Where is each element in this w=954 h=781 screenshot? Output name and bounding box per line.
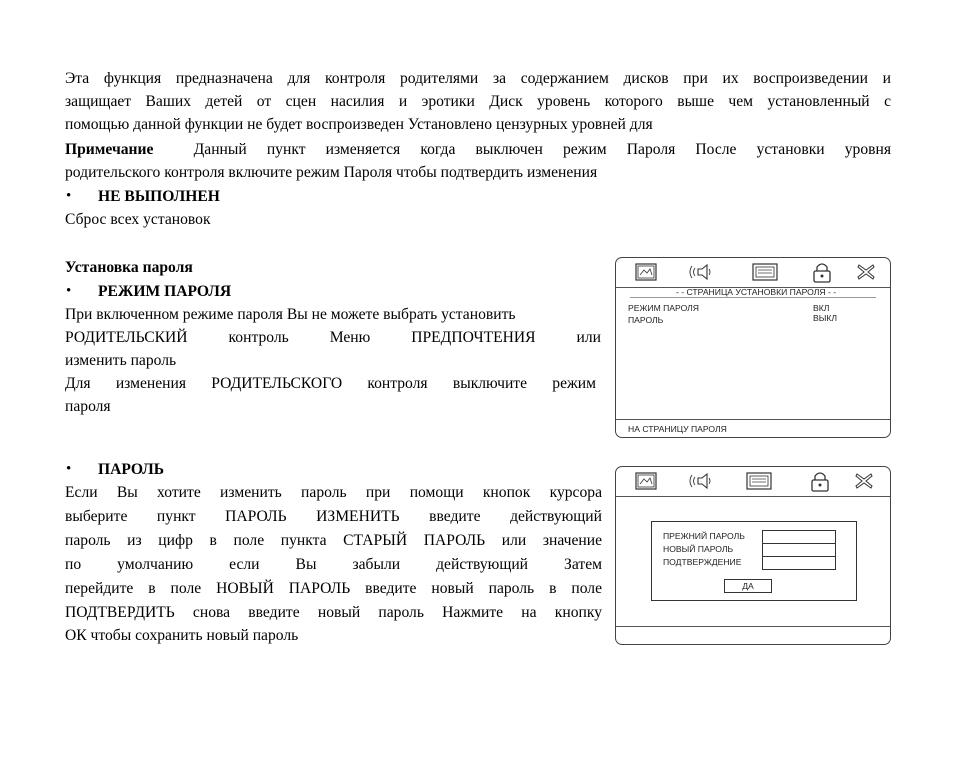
note-line xyxy=(65,138,891,161)
osd-menu-value-off[interactable]: ВЫКЛ xyxy=(813,313,837,323)
osd-menu-item-password[interactable]: ПАРОЛЬ xyxy=(628,315,664,325)
osd-menu-value-on[interactable]: ВКЛ xyxy=(813,303,830,313)
video-icon[interactable] xyxy=(746,471,772,491)
body-line: пароля xyxy=(65,398,111,415)
section-title: РЕЖИМ ПАРОЛЯ xyxy=(98,283,232,300)
body-line: изменить пароль xyxy=(65,352,177,369)
body-line: по умолчанию если Вы забыли действующий Затем xyxy=(65,556,602,573)
lock-icon[interactable] xyxy=(808,469,832,493)
video-icon[interactable] xyxy=(752,262,778,282)
intro-line: помощью данной функции не будет воспроизведен Установлено цензурных уровней для xyxy=(65,116,653,133)
body-line: ОК чтобы сохранить новый пароль xyxy=(65,627,299,644)
body-line: выберите пункт ПАРОЛЬ ИЗМЕНИТЬ введите действующий xyxy=(65,508,602,525)
bullet: • xyxy=(66,283,72,299)
section-desc: Сброс всех установок xyxy=(65,211,211,228)
lock-icon[interactable] xyxy=(810,260,834,284)
body-line: Если Вы хотите изменить пароль при помощи кнопок курсора xyxy=(65,484,602,501)
body-line: РОДИТЕЛЬСКИЙ контроль Меню ПРЕДПОЧТЕНИЯ или xyxy=(65,329,601,346)
section-title: НЕ ВЫПОЛНЕН xyxy=(98,188,220,205)
bullet: • xyxy=(66,188,72,204)
divider xyxy=(630,297,876,298)
exit-icon[interactable] xyxy=(854,472,874,490)
picture-settings-icon[interactable] xyxy=(634,262,658,282)
password-dialog xyxy=(651,521,857,601)
new-password-field[interactable] xyxy=(762,543,836,557)
confirm-password-field[interactable] xyxy=(762,556,836,570)
audio-icon[interactable] xyxy=(688,471,714,491)
ok-button[interactable] xyxy=(724,579,772,593)
body-line: перейдите в поле НОВЫЙ ПАРОЛЬ введите новый пароль в поле xyxy=(65,580,602,597)
picture-settings-icon[interactable] xyxy=(634,471,658,491)
body-line: Для изменения РОДИТЕЛЬСКОГО контроля выключите режим xyxy=(65,375,596,392)
osd-footer: НА СТРАНИЦУ ПАРОЛЯ xyxy=(628,424,727,434)
divider xyxy=(616,419,890,420)
bullet: • xyxy=(66,461,72,477)
note-text: Данный пункт изменяется когда выключен режим Пароля После установки уровня xyxy=(193,141,892,158)
body-line: пароль из цифр в поле пункта СТАРЫЙ ПАРОЛЬ или значение xyxy=(65,532,602,549)
divider xyxy=(616,626,890,627)
exit-icon[interactable] xyxy=(856,263,876,281)
osd-screen-password-page xyxy=(615,257,891,438)
new-password-label: НОВЫЙ ПАРОЛЬ xyxy=(663,544,734,554)
section-heading: Установка пароля xyxy=(65,259,193,276)
body-line: ПОДТВЕРДИТЬ снова введите новый пароль Нажмите на кнопку xyxy=(65,604,602,621)
old-password-label: ПРЕЖНИЙ ПАРОЛЬ xyxy=(663,531,745,541)
divider xyxy=(616,496,890,497)
body-line: При включенном режиме пароля Вы не можете выбрать установить xyxy=(65,306,516,323)
intro-line: защищает Ваших детей от сцен насилия и эротики Диск уровень которого выше чем установленный с xyxy=(65,93,891,110)
note-label: Примечание xyxy=(65,141,154,158)
osd-menu-item-password-mode[interactable]: РЕЖИМ ПАРОЛЯ xyxy=(628,303,700,313)
osd-page-header: - - СТРАНИЦА УСТАНОВКИ ПАРОЛЯ - - xyxy=(676,287,837,297)
ok-button-label: ДА xyxy=(742,581,754,591)
osd-screen-change-password xyxy=(615,466,891,645)
note-line: родительского контроля включите режим Пароля чтобы подтвердить изменения xyxy=(65,164,598,181)
old-password-field[interactable] xyxy=(762,530,836,544)
section-title: ПАРОЛЬ xyxy=(98,461,165,478)
audio-icon[interactable] xyxy=(688,262,714,282)
confirm-password-label: ПОДТВЕРЖДЕНИЕ xyxy=(663,557,742,567)
intro-line: Эта функция предназначена для контроля родителями за содержанием дисков при их воспроизведении и xyxy=(65,70,891,87)
